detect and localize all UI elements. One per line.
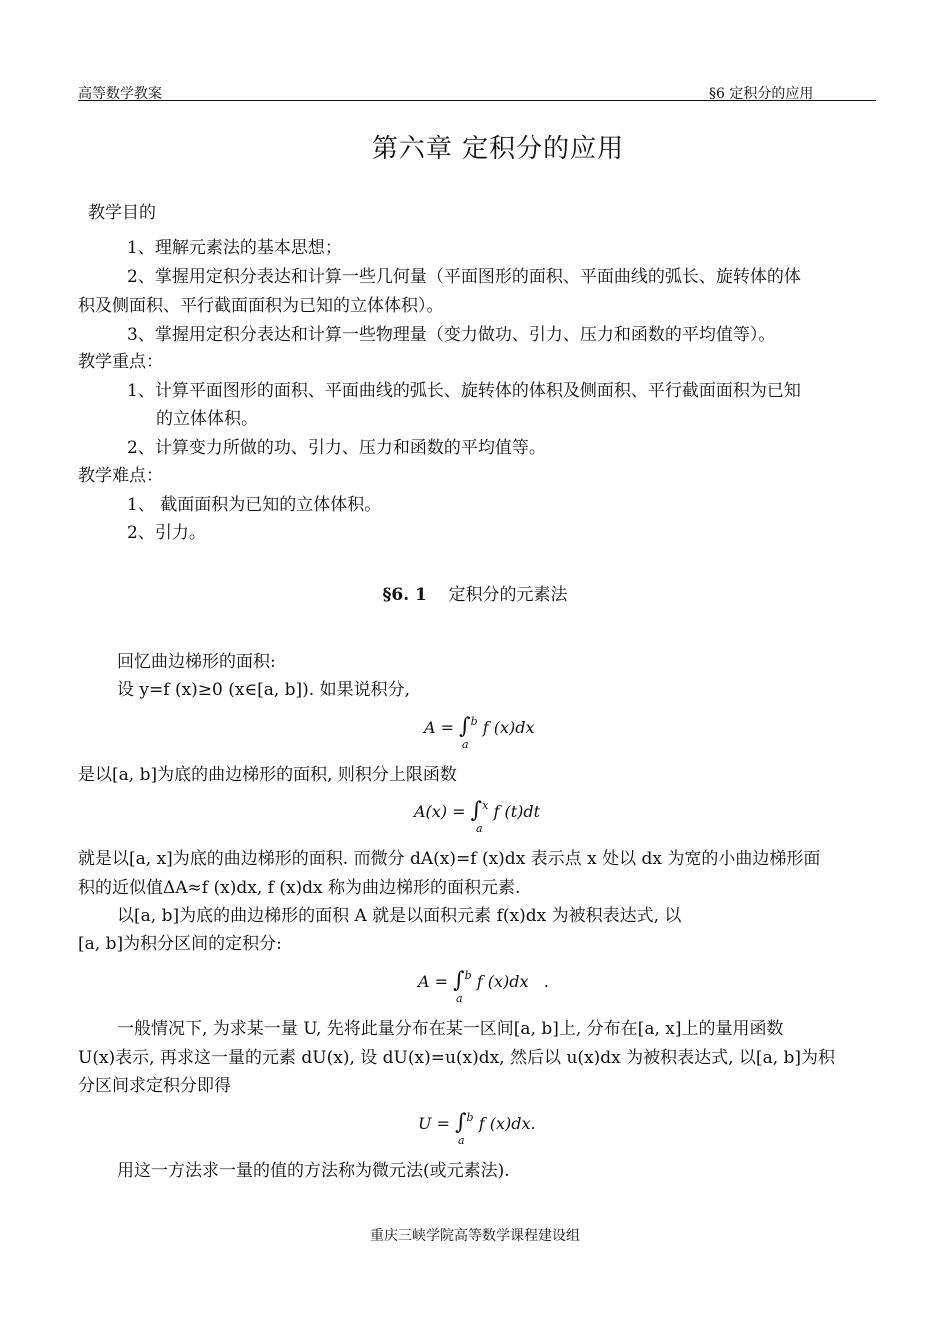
key-point-item: 的立体体积。 [156, 409, 258, 429]
lower-limit: a [476, 822, 483, 835]
difficulties-heading: 教学难点： [78, 466, 163, 486]
paragraph: U(x)表示, 再求这一量的元素 dU(x), 设 dU(x)=u(x)dx, 然后以 u(x)dx 为被积表达式, 以[a, b]为积 [78, 1048, 836, 1068]
equation-tail: . [530, 1114, 536, 1133]
equation-lhs: A(x) = [414, 802, 466, 821]
objective-item: 3、掌握用定积分表达和计算一些物理量（变力做功、引力、压力和函数的平均值等）。 [127, 325, 776, 345]
key-point-item: 2、计算变力所做的功、引力、压力和函数的平均值等。 [127, 438, 546, 458]
section-title: 定积分的元素法 [448, 585, 568, 605]
difficulty-item: 2、引力。 [127, 523, 206, 543]
equation [418, 968, 549, 1005]
objective-item: 1、理解元素法的基本思想； [127, 238, 342, 258]
header-right: §6 定积分的应用 [709, 86, 814, 102]
integral-sign: ∫ [459, 714, 471, 739]
page-footer: 重庆三峡学院高等数学课程建设组 [370, 1228, 580, 1244]
chapter-title: 第六章 定积分的应用 [371, 134, 625, 164]
upper-limit: x [482, 799, 489, 812]
upper-limit: b [466, 1111, 474, 1124]
objectives-heading: 教学目的 [88, 203, 156, 223]
integrand: f (x)dx [478, 1114, 531, 1133]
equation-lhs: A = [418, 972, 449, 991]
header-left: 高等数学教案 [78, 86, 162, 102]
paragraph: 用这一方法求一量的值的方法称为微元法(或元素法). [117, 1161, 510, 1181]
paragraph: 就是以[a, x]为底的曲边梯形的面积. 而微分 dA(x)=f (x)dx 表示点 x 处以 dx 为宽的小曲边梯形面 [78, 849, 821, 869]
integral-sign: ∫ [470, 798, 483, 823]
paragraph: [a, b]为积分区间的定积分: [78, 934, 282, 954]
upper-limit: b [464, 969, 472, 982]
header-rule [78, 100, 876, 101]
section-heading [0, 580, 950, 605]
integrand: f (x)dx [482, 718, 535, 737]
equation-lhs: U = [418, 1114, 450, 1133]
integrand: f (t)dt [493, 802, 541, 821]
equation [424, 714, 535, 751]
paragraph: 积的近似值ΔA≈f (x)dx, f (x)dx 称为曲边梯形的面积元素. [78, 878, 521, 898]
integral-sign: ∫ [455, 1110, 467, 1135]
integral-sign: ∫ [453, 968, 465, 993]
paragraph: 一般情况下, 为求某一量 U, 先将此量分布在某一区间[a, b]上, 分布在[a, x]上的量用函数 [117, 1019, 784, 1039]
lower-limit: a [456, 992, 463, 1005]
objective-item: 2、掌握用定积分表达和计算一些几何量（平面图形的面积、平面曲线的弧长、旋转体的体 [127, 267, 801, 287]
integrand: f (x)dx [476, 972, 529, 991]
upper-limit: b [470, 715, 478, 728]
difficulty-item: 1、 截面面积为已知的立体体积。 [127, 495, 382, 515]
paragraph: 以[a, b]为底的曲边梯形的面积 A 就是以面积元素 f(x)dx 为被积表达式, 以 [117, 906, 682, 926]
section-number: §6. 1 [382, 585, 427, 605]
key-points-heading: 教学重点： [78, 352, 163, 372]
paragraph: 是以[a, b]为底的曲边梯形的面积, 则积分上限函数 [78, 765, 457, 785]
equation-tail: . [543, 972, 549, 991]
paragraph: 回忆曲边梯形的面积: [117, 652, 276, 672]
equation [414, 798, 541, 835]
paragraph: 分区间求定积分即得 [78, 1076, 231, 1096]
lower-limit: a [462, 738, 469, 751]
paragraph: 设 y=f (x)≥0 (x∈[a, b]). 如果说积分, [117, 680, 411, 700]
equation-lhs: A = [424, 718, 455, 737]
lower-limit: a [458, 1134, 465, 1147]
objective-item: 积及侧面积、平行截面面积为已知的立体体积）。 [78, 296, 444, 316]
equation [418, 1110, 536, 1147]
key-point-item: 1、计算平面图形的面积、平面曲线的弧长、旋转体的体积及侧面积、平行截面面积为已知 [127, 381, 801, 401]
